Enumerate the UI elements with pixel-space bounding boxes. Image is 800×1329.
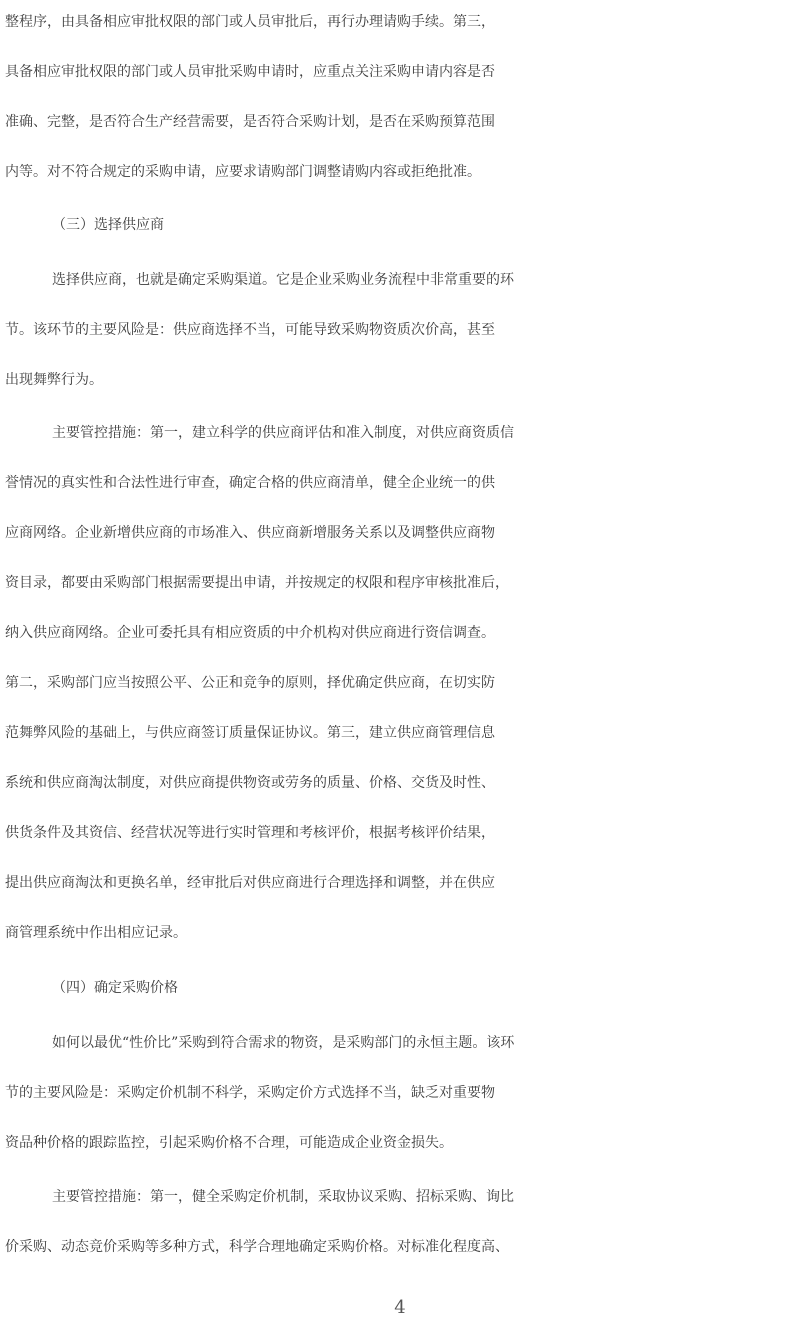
- body-line: 资目录，都要由采购部门根据需要提出申请，并按规定的权限和程序审核批准后，: [5, 575, 509, 591]
- body-line: 提出供应商淘汰和更换名单，经审批后对供应商进行合理选择和调整，并在供应: [5, 875, 495, 891]
- body-line: 内等。对不符合规定的采购申请，应要求请购部门调整请购内容或拒绝批准。: [5, 164, 481, 180]
- body-line: 纳入供应商网络。企业可委托具有相应资质的中介机构对供应商进行资信调查。: [5, 625, 495, 641]
- body-line: 整程序，由具备相应审批权限的部门或人员审批后，再行办理请购手续。第三，: [5, 14, 495, 30]
- body-line: 主要管控措施：第一，建立科学的供应商评估和准入制度，对供应商资质信: [52, 425, 514, 441]
- section-heading: （四）确定采购价格: [52, 980, 178, 996]
- body-line: 系统和供应商淘汰制度，对供应商提供物资或劳务的质量、价格、交货及时性、: [5, 775, 495, 791]
- body-line: 供货条件及其资信、经营状况等进行实时管理和考核评价，根据考核评价结果，: [5, 825, 495, 841]
- body-line: 主要管控措施：第一，健全采购定价机制，采取协议采购、招标采购、询比: [52, 1189, 514, 1205]
- body-line: 节的主要风险是：采购定价机制不科学，采购定价方式选择不当，缺乏对重要物: [5, 1085, 495, 1101]
- body-line: 如何以最优“性价比”采购到符合需求的物资，是采购部门的永恒主题。该环: [52, 1035, 515, 1051]
- body-line: 范舞弊风险的基础上，与供应商签订质量保证协议。第三，建立供应商管理信息: [5, 725, 495, 741]
- body-line: 商管理系统中作出相应记录。: [5, 925, 187, 941]
- body-line: 资品种价格的跟踪监控，引起采购价格不合理，可能造成企业资金损失。: [5, 1135, 453, 1151]
- section-heading: （三）选择供应商: [52, 217, 164, 233]
- body-line: 誉情况的真实性和合法性进行审查，确定合格的供应商清单，健全企业统一的供: [5, 475, 495, 491]
- body-line: 出现舞弊行为。: [5, 372, 103, 388]
- body-line: 第二，采购部门应当按照公平、公正和竞争的原则，择优确定供应商，在切实防: [5, 675, 495, 691]
- page-number: 4: [394, 1297, 406, 1318]
- body-line: 具备相应审批权限的部门或人员审批采购申请时，应重点关注采购申请内容是否: [5, 64, 495, 80]
- body-line: 应商网络。企业新增供应商的市场准入、供应商新增服务关系以及调整供应商物: [5, 525, 495, 541]
- body-line: 选择供应商，也就是确定采购渠道。它是企业采购业务流程中非常重要的环: [52, 272, 514, 288]
- body-line: 节。该环节的主要风险是：供应商选择不当，可能导致采购物资质次价高，甚至: [5, 322, 495, 338]
- body-line: 准确、完整，是否符合生产经营需要，是否符合采购计划，是否在采购预算范围: [5, 114, 495, 130]
- body-line: 价采购、动态竞价采购等多种方式，科学合理地确定采购价格。对标准化程度高、: [5, 1239, 509, 1255]
